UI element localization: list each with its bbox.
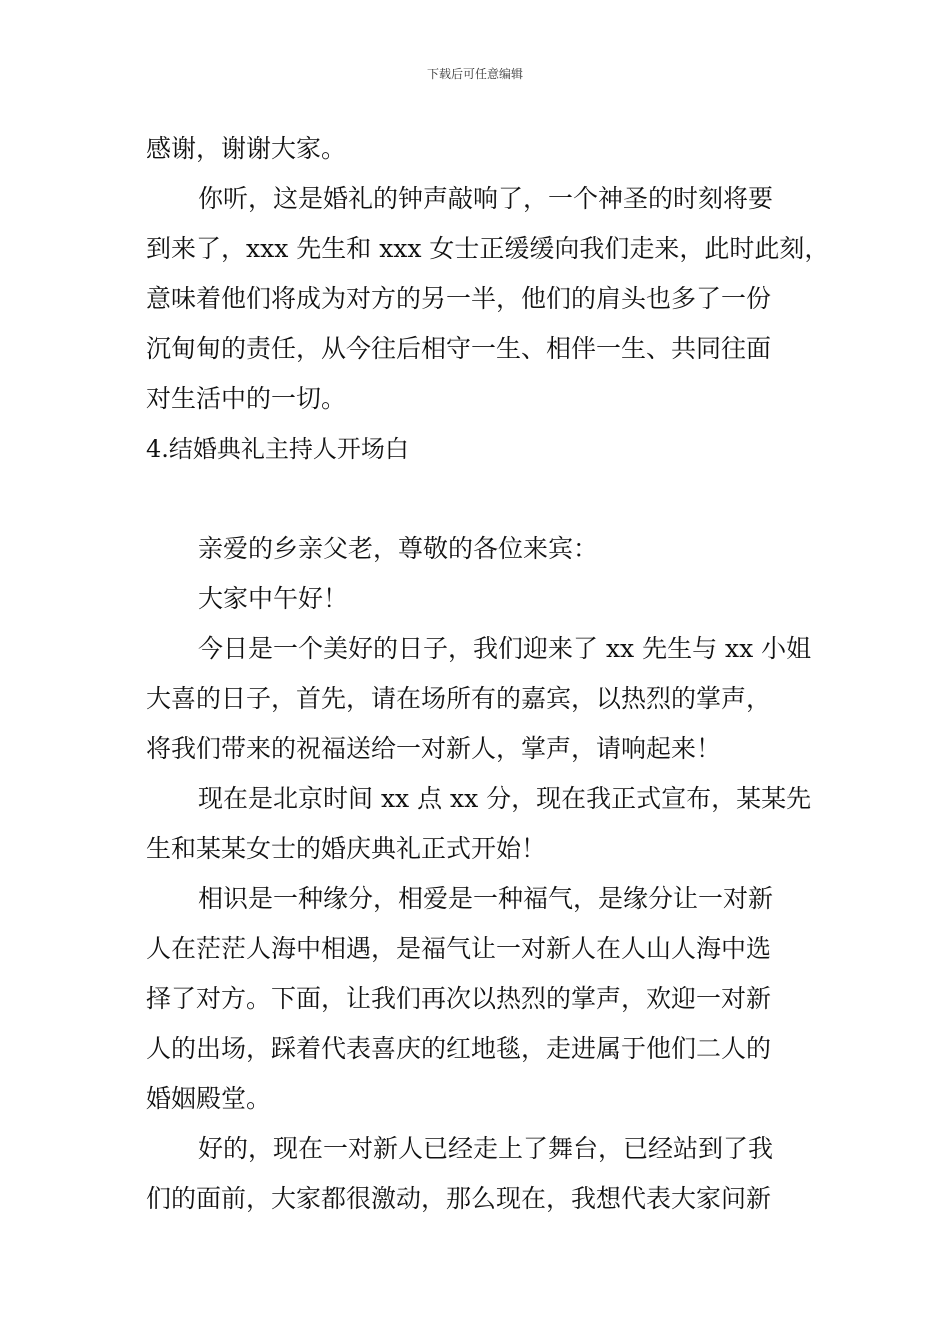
salutation-line: 亲爱的乡亲父老，尊敬的各位来宾： — [198, 534, 599, 563]
paragraph-start-line: 你听，这是婚礼的钟声敲响了，一个神圣的时刻将要 — [198, 184, 774, 213]
body-line: 们的面前，大家都很激动，那么现在，我想代表大家问新 — [146, 1184, 772, 1213]
body-line: 人在茫茫人海中相遇，是福气让一对新人在人山人海中选 — [146, 934, 772, 963]
paragraph-start-line: 现在是北京时间 xx 点 xx 分，现在我正式宣布，某某先 — [198, 784, 812, 813]
body-line: 将我们带来的祝福送给一对新人，掌声，请响起来！ — [146, 734, 722, 763]
blank-line — [146, 474, 826, 524]
body-line: 沉甸甸的责任，从今往后相守一生、相伴一生、共同往面 — [146, 334, 772, 363]
document-body — [146, 124, 830, 1224]
greeting-line: 大家中午好！ — [198, 584, 349, 613]
body-line: 生和某某女士的婚庆典礼正式开始！ — [146, 834, 547, 863]
body-line: 人的出场，踩着代表喜庆的红地毯，走进属于他们二人的 — [146, 1034, 772, 1063]
section-heading: 4.结婚典礼主持人开场白 — [146, 435, 409, 463]
page-header: 下载后可任意编辑 — [426, 67, 523, 81]
paragraph-start-line: 好的，现在一对新人已经走上了舞台，已经站到了我 — [198, 1134, 774, 1163]
body-line: 对生活中的一切。 — [146, 384, 347, 413]
body-line: 大喜的日子，首先，请在场所有的嘉宾，以热烈的掌声， — [146, 684, 772, 713]
body-line: 意味着他们将成为对方的另一半，他们的肩头也多了一份 — [146, 284, 772, 313]
body-line: 婚姻殿堂。 — [146, 1084, 272, 1113]
paragraph-start-line: 相识是一种缘分，相爱是一种福气，是缘分让一对新 — [198, 884, 774, 913]
paragraph-start-line: 今日是一个美好的日子，我们迎来了 xx 先生与 xx 小姐 — [198, 634, 812, 663]
body-line: 择了对方。下面，让我们再次以热烈的掌声，欢迎一对新 — [146, 984, 772, 1013]
body-line: 感谢，谢谢大家。 — [146, 134, 347, 163]
body-line: 到来了，xxx 先生和 xxx 女士正缓缓向我们走来，此时此刻， — [146, 234, 830, 263]
